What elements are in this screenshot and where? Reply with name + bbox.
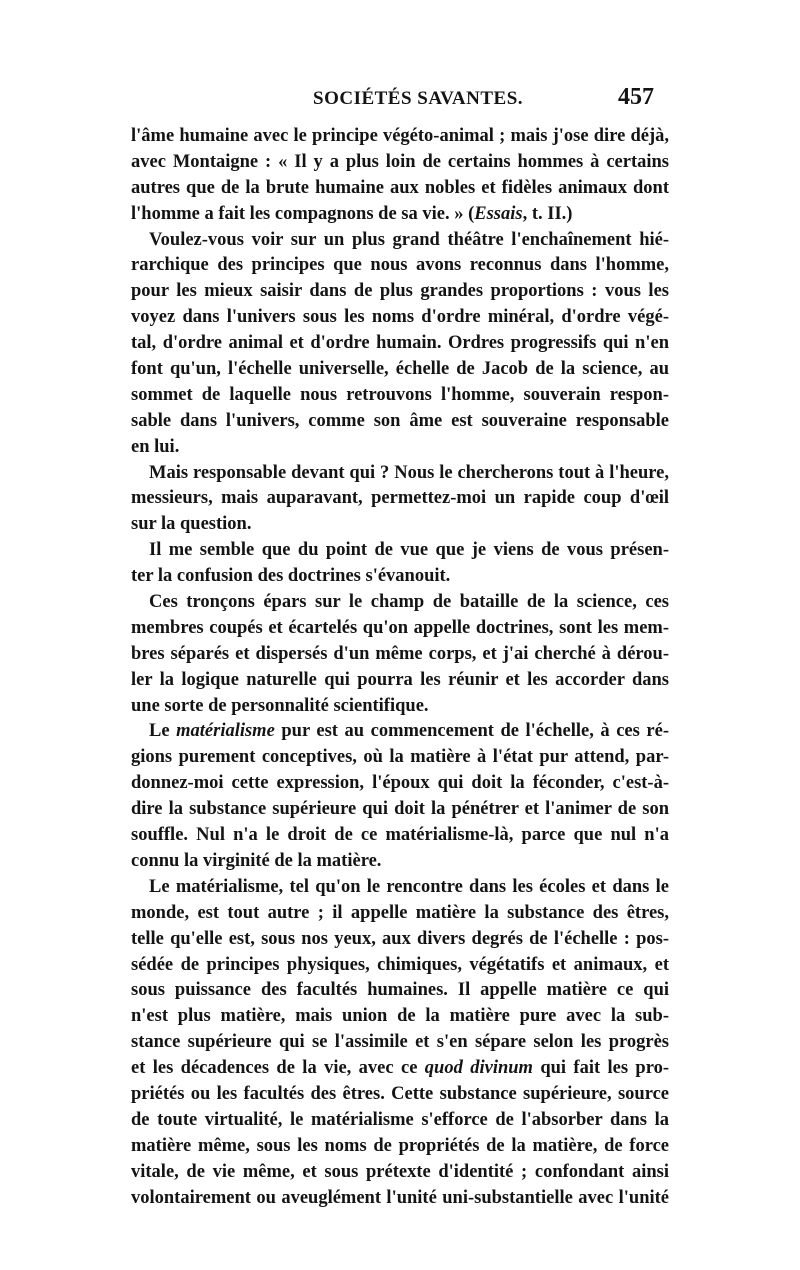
- text-line: [131, 849, 669, 875]
- italic-text: Essais: [474, 203, 523, 224]
- text-segment: dire la substance supérieure qui doit la pénétrer et l'animer de son: [131, 799, 669, 820]
- text-line: [131, 745, 669, 771]
- text-segment: volontairement ou aveuglément l'unité uni-substantielle avec l'unité: [131, 1187, 669, 1208]
- text-line: [131, 927, 669, 953]
- text-line: [131, 538, 669, 564]
- text-line: [131, 978, 669, 1004]
- text-line: [131, 253, 669, 279]
- text-segment: matière même, sous les noms de propriétés de la matière, de force: [131, 1135, 669, 1156]
- text-line: [131, 719, 669, 745]
- italic-text: matérialisme: [176, 721, 275, 742]
- text-line: [131, 176, 669, 202]
- text-line: [131, 409, 669, 435]
- text-line: [131, 823, 669, 849]
- text-line: [131, 797, 669, 823]
- text-segment: sous puissance des facultés humaines. Il appelle matière ce qui: [131, 980, 669, 1001]
- text-line: [131, 357, 669, 383]
- text-line: [131, 1030, 669, 1056]
- text-line: [131, 694, 669, 720]
- text-segment: sur la question.: [131, 514, 252, 535]
- text-line: [131, 564, 669, 590]
- text-segment: souffle. Nul n'a le droit de ce matérialisme-là, parce que nul n'a: [131, 825, 669, 846]
- text-line: [131, 279, 669, 305]
- page-header: [0, 84, 800, 116]
- text-line: [131, 305, 669, 331]
- text-line: [131, 901, 669, 927]
- text-line: [131, 1186, 669, 1212]
- running-head: SOCIÉTÉS SAVANTES.: [313, 88, 524, 109]
- text-segment: qui fait les pro-: [532, 1058, 669, 1079]
- text-segment: connu la virginité de la matière.: [131, 850, 382, 871]
- text-line: [131, 668, 669, 694]
- text-segment: pur est au commencement de l'échelle, à ces ré-: [274, 721, 669, 742]
- text-segment: avec Montaigne : « Il y a plus loin de certains hommes à certains: [131, 151, 669, 172]
- text-segment: en lui.: [131, 436, 180, 457]
- text-segment: vitale, de vie même, et sous prétexte d'identité ; confondant ainsi: [131, 1161, 669, 1182]
- text-segment: Le matérialisme, tel qu'on le rencontre dans les écoles et dans le: [149, 876, 669, 897]
- text-segment: sédée de principes physiques, chimiques, végétatifs et animaux, et: [131, 954, 669, 975]
- text-segment: monde, est tout autre ; il appelle matière la substance des êtres,: [131, 902, 669, 923]
- text-line: [131, 461, 669, 487]
- text-line: [131, 1056, 669, 1082]
- text-segment: voyez dans l'univers sous les noms d'ordre minéral, d'ordre végé-: [131, 307, 669, 328]
- text-line: [131, 616, 669, 642]
- text-segment: font qu'un, l'échelle universelle, échelle de Jacob de la science, au: [131, 359, 669, 380]
- text-segment: autres que de la brute humaine aux nobles et fidèles animaux dont: [131, 177, 669, 198]
- text-line: [131, 1004, 669, 1030]
- text-line: [131, 512, 669, 538]
- text-line: [131, 228, 669, 254]
- text-segment: stance supérieure qui se l'assimile et s'en sépare selon les progrès: [131, 1032, 669, 1053]
- text-line: [131, 383, 669, 409]
- text-segment: ler la logique naturelle qui pourra les réunir et les accorder dans: [131, 669, 669, 690]
- text-line: [131, 1160, 669, 1186]
- text-line: [131, 202, 669, 228]
- text-segment: Il me semble que du point de vue que je viens de vous présen-: [149, 540, 669, 561]
- text-segment: ter la confusion des doctrines s'évanouit.: [131, 566, 451, 587]
- text-line: [131, 771, 669, 797]
- italic-text: quod divinum: [424, 1058, 533, 1079]
- text-segment: priétés ou les facultés des êtres. Cette substance supérieure, source: [131, 1083, 669, 1104]
- text-segment: Mais responsable devant qui ? Nous le chercherons tout à l'heure,: [149, 462, 669, 483]
- text-segment: membres coupés et écartelés qu'on appelle doctrines, sont les mem-: [131, 617, 669, 638]
- text-segment: tal, d'ordre animal et d'ordre humain. Ordres progressifs qui n'en: [131, 333, 669, 354]
- text-line: [131, 1108, 669, 1134]
- text-line: [131, 1134, 669, 1160]
- text-segment: rarchique des principes que nous avons reconnus dans l'homme,: [131, 255, 669, 276]
- body-text: [131, 124, 669, 1211]
- text-line: [131, 590, 669, 616]
- text-line: [131, 435, 669, 461]
- text-segment: donnez-moi cette expression, l'époux qui doit la féconder, c'est-à-: [131, 773, 669, 794]
- text-segment: telle qu'elle est, sous nos yeux, aux divers degrés de l'échelle : pos-: [131, 928, 669, 949]
- text-segment: pour les mieux saisir dans de plus grandes proportions : vous les: [131, 281, 669, 302]
- text-line: [131, 642, 669, 668]
- text-segment: gions purement conceptives, où la matière à l'état pur attend, par-: [131, 747, 669, 768]
- text-segment: Le: [149, 721, 177, 742]
- text-segment: messieurs, mais auparavant, permettez-moi un rapide coup d'œil: [131, 488, 669, 509]
- text-segment: et les décadences de la vie, avec ce: [131, 1058, 425, 1079]
- text-line: [131, 1082, 669, 1108]
- text-line: [131, 953, 669, 979]
- text-segment: de toute virtualité, le matérialisme s'efforce de l'absorber dans la: [131, 1109, 669, 1130]
- text-line: [131, 486, 669, 512]
- text-line: [131, 331, 669, 357]
- text-segment: , t. II.): [522, 203, 573, 224]
- text-line: [131, 875, 669, 901]
- text-segment: Ces tronçons épars sur le champ de bataille de la science, ces: [149, 592, 669, 613]
- text-segment: n'est plus matière, mais union de la matière pure avec la sub-: [131, 1006, 669, 1027]
- text-line: [131, 124, 669, 150]
- text-segment: l'homme a fait les compagnons de sa vie. » (: [131, 203, 475, 224]
- text-line: [131, 150, 669, 176]
- text-segment: sommet de laquelle nous retrouvons l'homme, souverain respon-: [131, 384, 669, 405]
- text-segment: sable dans l'univers, comme son âme est souveraine responsable: [131, 410, 669, 431]
- page-number: 457: [618, 84, 654, 110]
- text-segment: Voulez-vous voir sur un plus grand théâtre l'enchaînement hié-: [149, 229, 669, 250]
- text-segment: bres séparés et dispersés d'un même corps, et j'ai cherché à dérou-: [131, 643, 669, 664]
- text-segment: l'âme humaine avec le principe végéto-animal ; mais j'ose dire déjà,: [131, 126, 669, 146]
- text-segment: une sorte de personnalité scientifique.: [131, 695, 429, 716]
